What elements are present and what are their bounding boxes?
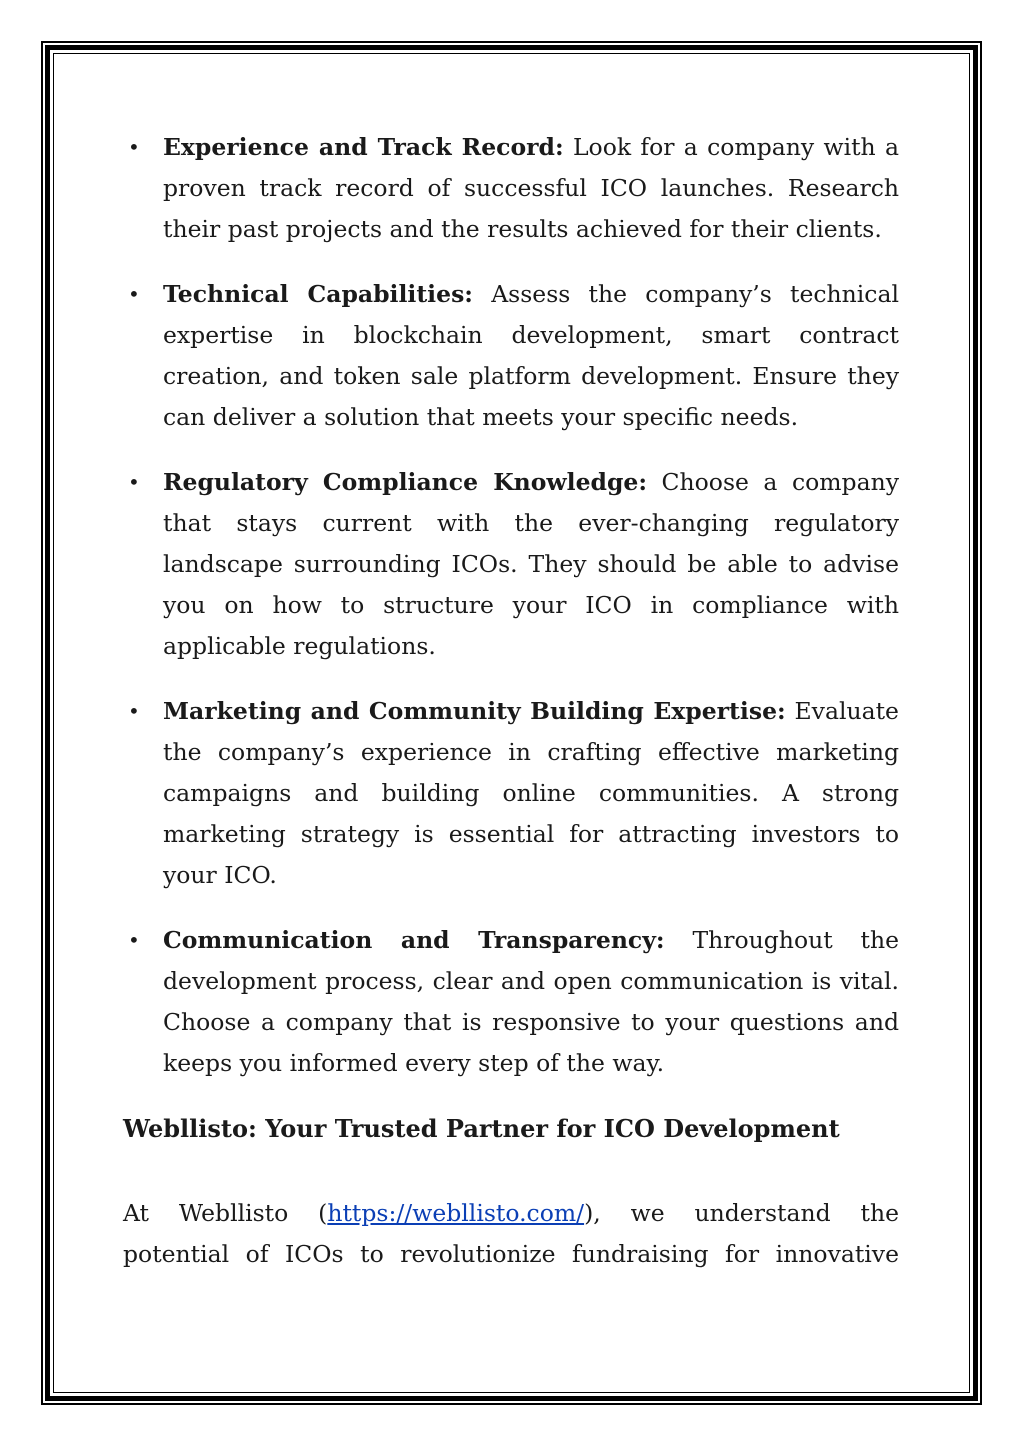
criterion-title: Technical Capabilities: <box>163 280 473 308</box>
list-item <box>123 462 899 667</box>
criterion-title: Experience and Track Record: <box>163 133 564 161</box>
intro-text-after: ), we understand the potential of ICOs to revolutionize fundraising for innovative <box>123 1199 900 1268</box>
criterion-text: Choose a company that stays current with the ever-changing regulatory landscape surrounding ICOs. They should be able to advise you on how to structure your ICO in compliance with applicable regulations. <box>163 468 899 660</box>
bullet-icon: • <box>128 470 140 494</box>
criterion-title: Regulatory Compliance Knowledge: <box>163 468 648 496</box>
intro-paragraph <box>123 1193 899 1275</box>
bullet-icon: • <box>128 135 140 159</box>
document-content <box>123 127 899 1275</box>
criterion-text: Throughout the development process, clear and open communication is vital. Choose a company that is responsive to your questions and keeps you informed every step of the way. <box>163 926 900 1077</box>
criterion-title: Communication and Transparency: <box>163 926 665 954</box>
intro-text-before: At Webllisto ( <box>123 1199 328 1227</box>
criterion-text: Evaluate the company’s experience in crafting effective marketing campaigns and building online communities. A strong marketing strategy is essential for attracting investors to your ICO. <box>163 697 899 889</box>
section-heading: Webllisto: Your Trusted Partner for ICO Development <box>123 1114 840 1143</box>
selection-criteria-list <box>123 127 899 1084</box>
bullet-icon: • <box>128 282 140 306</box>
list-item <box>123 127 899 250</box>
criterion-text: Assess the company’s technical expertise in blockchain development, smart contract creation, and token sale platform development. Ensure they can deliver a solution that meets your specific needs. <box>163 280 899 431</box>
list-item <box>123 274 899 438</box>
list-item <box>123 920 899 1084</box>
criterion-title: Marketing and Community Building Expertise: <box>163 697 786 725</box>
criterion-text: Look for a company with a proven track record of successful ICO launches. Research their past projects and the results achieved for their clients. <box>163 133 899 243</box>
webllisto-link[interactable]: https://webllisto.com/ <box>327 1199 585 1227</box>
bullet-icon: • <box>128 928 140 952</box>
list-item <box>123 691 899 896</box>
bullet-icon: • <box>128 699 140 723</box>
